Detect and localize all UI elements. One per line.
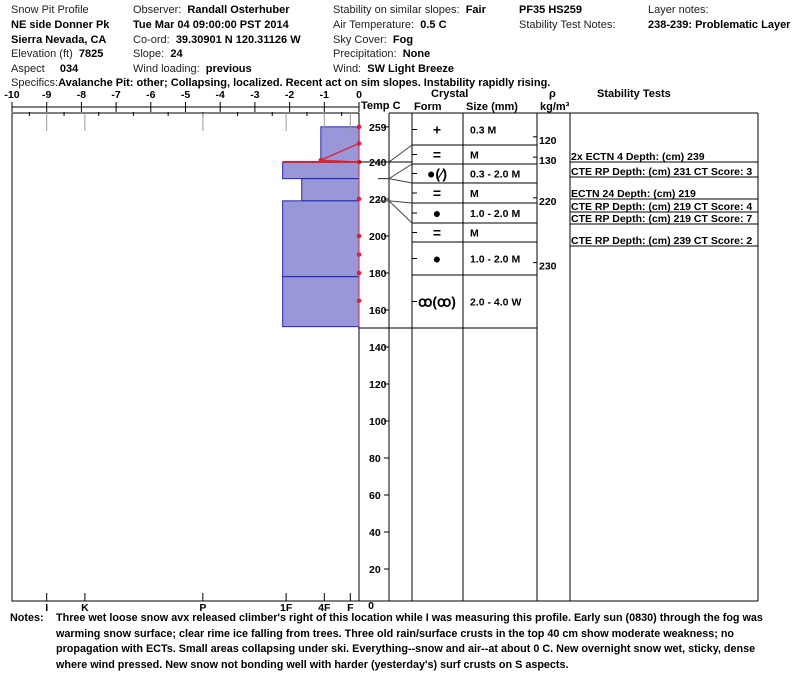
- elevation-label: Elevation (ft): [11, 48, 73, 60]
- region: Sierra Nevada, CA: [11, 34, 107, 46]
- layer-connector: [378, 179, 412, 183]
- temperature-point: [357, 141, 362, 146]
- crystal-form-icon: =: [432, 224, 442, 241]
- hardness-layer-0: [321, 127, 359, 162]
- pf-hs: PF35 HS259: [519, 4, 582, 16]
- air-temp-value: 0.5 C: [420, 19, 447, 31]
- layer-notes-label: Layer notes:: [648, 4, 709, 16]
- notes: [10, 611, 770, 673]
- crystal-form-icon: ●: [432, 205, 442, 221]
- air-temp-label: Air Temperature:: [333, 19, 415, 31]
- temp-tick-label: -3: [250, 89, 260, 101]
- crystal-size: 0.3 - 2.0 M: [470, 168, 521, 181]
- crystal-form-icon: ●: [432, 250, 442, 267]
- temperature-point: [319, 158, 324, 163]
- hardness-layer-2: [302, 179, 359, 201]
- density-value: 130: [539, 155, 557, 168]
- wind-loading-value: previous: [205, 63, 252, 75]
- depth-tick-label: 60: [369, 490, 381, 502]
- crystal-size: 1.0 - 2.0 M: [470, 253, 521, 266]
- depth-tick-label: 100: [369, 416, 387, 428]
- temperature-point: [357, 271, 362, 276]
- crystal-form-icon: =: [432, 185, 442, 201]
- temperature-point: [357, 252, 362, 257]
- temp-tick-label: -8: [76, 89, 87, 101]
- depth-tick-label: 20: [369, 564, 381, 576]
- stability-test: CTE RP Depth: (cm) 239 CT Score: 2: [571, 235, 753, 247]
- density-value: 230: [539, 260, 557, 273]
- slope-value: 24: [170, 48, 183, 60]
- crystal-size: 0.3 M: [470, 124, 497, 137]
- stability-test: ECTN 24 Depth: (cm) 219: [571, 188, 696, 200]
- temp-tick-label: -5: [180, 89, 191, 101]
- depth-zero-label: 0: [368, 600, 374, 612]
- depth-tick-label: 220: [369, 194, 387, 206]
- stability-test: 2x ECTN 4 Depth: (cm) 239: [571, 151, 705, 163]
- wind-loading-label: Wind loading:: [133, 63, 200, 75]
- observer-value: Randall Osterhuber: [187, 4, 290, 16]
- layer-notes: 238-239: Problematic Layer: [648, 19, 791, 31]
- crystal-form-icon: =: [432, 146, 442, 163]
- notes-label: Notes:: [10, 612, 44, 624]
- aspect-value: 034: [59, 63, 79, 75]
- temp-tick-label: 0: [356, 89, 362, 101]
- temp-tick-label: -2: [284, 89, 295, 101]
- depth-tick-label: 240: [369, 157, 387, 169]
- depth-tick-label: 120: [369, 379, 387, 391]
- specifics-label: Specifics:: [11, 77, 59, 89]
- depth-tick-label: 80: [369, 453, 381, 465]
- stability-value: Fair: [465, 4, 486, 16]
- stability-label: Stability on similar slopes:: [333, 4, 460, 16]
- crystal-form-icon: ●(⁄): [426, 165, 448, 182]
- wind-label: Wind:: [333, 63, 362, 75]
- temp-tick-label: -7: [111, 89, 121, 101]
- hardness-label: K: [81, 602, 89, 614]
- stability-tests-header: Stability Tests: [597, 88, 671, 100]
- depth-tick-label: 160: [369, 305, 387, 317]
- hardness-layer-1: [283, 162, 359, 179]
- crystal-size: 1.0 - 2.0 M: [470, 208, 521, 220]
- depth-tick-label: 180: [369, 268, 387, 280]
- slope-label: Slope:: [133, 48, 165, 60]
- specifics-value: Avalanche Pit: other; Collapsing, localized. Recent act on sim slopes. Instability rapidly rising.: [58, 77, 551, 89]
- rho-header: ρ: [549, 88, 556, 100]
- temperature-point: [357, 197, 362, 202]
- precip-value: None: [402, 48, 431, 60]
- crystal-header: Crystal: [431, 88, 469, 100]
- density-value: 120: [539, 134, 557, 147]
- temperature-point: [357, 125, 362, 130]
- temperature-point: [357, 298, 362, 303]
- location: NE side Donner Pk: [11, 19, 110, 31]
- profile-title: Snow Pit Profile: [11, 4, 89, 16]
- coord-label: Co-ord:: [133, 34, 170, 46]
- hardness-label: 4F: [318, 602, 331, 614]
- aspect-label: Aspect: [11, 63, 45, 75]
- crystal-size: M: [470, 227, 479, 240]
- notes-text: Three wet loose snow avx released climber's right of this location while I was measuring this profile. Early sun (0830) through the fog was warming snow surface; clear rime ice falling from trees. Three old rain/surface crusts in the top 40 cm show moderate weakness; no propagation with ECTs. Small areas collapsing under ski. Everything--snow and air--at about 0 C. New overnight snow wet, sticky, dense where wind pressed. New snow not bonding well with harder (yesterday's) surf crusts on S aspects.: [56, 612, 763, 671]
- sky-value: Fog: [392, 34, 414, 46]
- crystal-form-icon: ꝏ(ꝏ): [418, 293, 456, 310]
- depth-tick-label: 200: [369, 231, 387, 243]
- size-header: Size (mm): [466, 101, 518, 113]
- depth-tick-label: 259: [369, 121, 387, 134]
- elevation-value: 7825: [78, 48, 104, 60]
- stability-test-notes-label: Stability Test Notes:: [519, 19, 616, 31]
- wind-value: SW Light Breeze: [367, 63, 455, 75]
- temp-column-header: Temp C: [361, 100, 401, 112]
- stability-test: CTE RP Depth: (cm) 219 CT Score: 7: [571, 213, 753, 225]
- temperature-point: [357, 234, 362, 239]
- crystal-size: M: [470, 188, 479, 200]
- temp-tick-label: -6: [146, 89, 156, 101]
- density-value: 220: [539, 195, 557, 208]
- crystal-form-icon: +: [432, 121, 442, 138]
- sky-label: Sky Cover:: [333, 34, 387, 46]
- temp-tick-label: -4: [215, 89, 225, 101]
- crystal-size: M: [470, 149, 479, 162]
- density-unit-header: kg/m³: [540, 101, 570, 113]
- hardness-layer-3: [283, 201, 359, 277]
- temp-tick-label: -10: [4, 89, 20, 101]
- hardness-layer-4: [283, 277, 359, 327]
- depth-tick-label: 40: [369, 527, 381, 539]
- temp-tick-label: -9: [42, 89, 52, 101]
- stability-test: CTE RP Depth: (cm) 219 CT Score: 4: [571, 201, 753, 213]
- precip-label: Precipitation:: [333, 48, 397, 60]
- stability-test: CTE RP Depth: (cm) 231 CT Score: 3: [571, 166, 753, 178]
- hardness-label: P: [199, 602, 207, 614]
- datetime: Tue Mar 04 09:00:00 PST 2014: [133, 19, 289, 31]
- crystal-size: 2.0 - 4.0 W: [470, 296, 522, 309]
- temp-tick-label: -1: [319, 89, 329, 101]
- coord-value: 39.30901 N 120.31126 W: [175, 34, 301, 46]
- form-header: Form: [414, 101, 442, 113]
- hardness-label: I: [45, 602, 49, 614]
- observer-label: Observer:: [133, 4, 182, 16]
- depth-tick-label: 140: [369, 342, 387, 354]
- hardness-label: 1F: [279, 602, 293, 614]
- hardness-label: F: [347, 602, 354, 614]
